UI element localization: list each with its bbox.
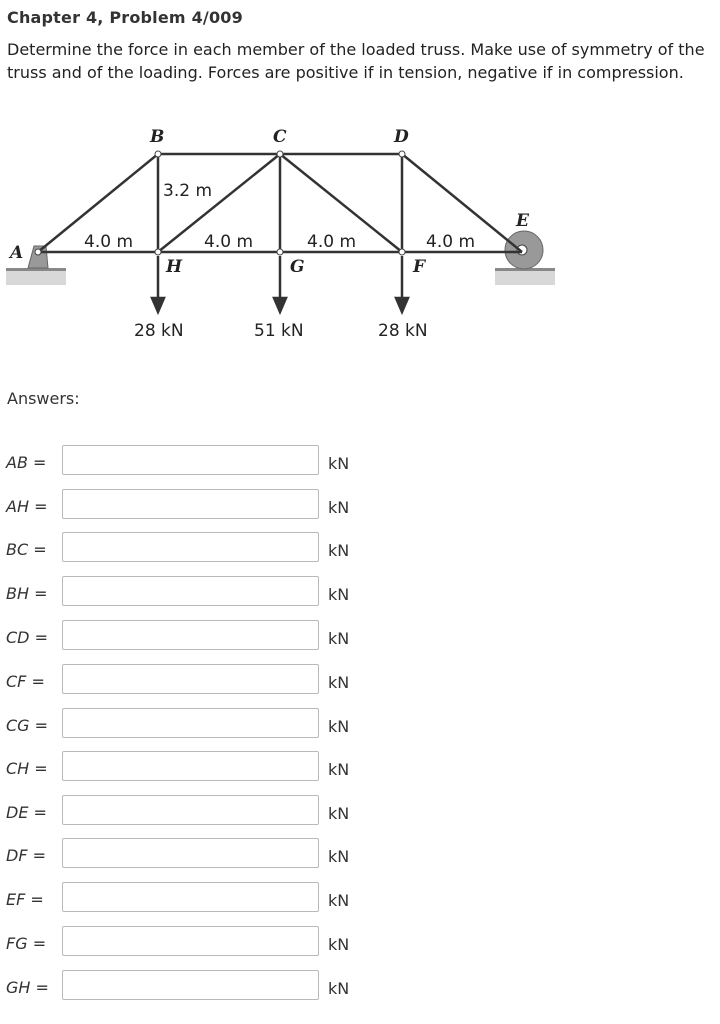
unit-label: kN <box>328 629 350 648</box>
load-label-h: 28 kN <box>134 321 184 341</box>
unit-label: kN <box>328 673 350 692</box>
dim-span-1: 4.0 m <box>84 232 133 252</box>
answer-input-ah[interactable] <box>62 489 319 519</box>
dim-height: 3.2 m <box>163 181 212 201</box>
member-label: BC <box>6 540 29 559</box>
unit-label: kN <box>328 585 350 604</box>
member-label: CH <box>6 759 30 778</box>
answer-input-de[interactable] <box>62 795 319 825</box>
unit-label: kN <box>328 847 350 866</box>
answer-input-bc[interactable] <box>62 532 319 562</box>
answer-input-ab[interactable] <box>62 445 319 475</box>
dim-span-4: 4.0 m <box>426 232 475 252</box>
member-label: AB <box>6 453 28 472</box>
answer-row-bc: BC = kN <box>0 532 380 566</box>
node-label-g: G <box>290 257 305 277</box>
node-label-f: F <box>413 257 426 277</box>
member-label: DE <box>6 803 29 822</box>
answer-row-fg: FG = kN <box>0 926 380 960</box>
answer-input-cd[interactable] <box>62 620 319 650</box>
unit-label: kN <box>328 760 350 779</box>
answer-row-gh: GH = kN <box>0 970 380 1004</box>
problem-title: Chapter 4, Problem 4/009 <box>7 8 243 27</box>
member-label: FG <box>6 934 28 953</box>
node-label-c: C <box>273 127 287 147</box>
answer-input-fg[interactable] <box>62 926 319 956</box>
unit-label: kN <box>328 979 350 998</box>
truss-figure <box>0 122 560 347</box>
unit-label: kN <box>328 498 350 517</box>
answer-row-ah: AH = kN <box>0 489 380 523</box>
answer-row-cf: CF = kN <box>0 664 380 698</box>
node-label-e: E <box>516 211 529 231</box>
member-label: CD <box>6 628 30 647</box>
answer-row-ab: AB = kN <box>0 445 380 479</box>
answer-input-ch[interactable] <box>62 751 319 781</box>
member-label: AH <box>6 497 29 516</box>
answer-input-ef[interactable] <box>62 882 319 912</box>
member-label: DF <box>6 846 28 865</box>
answer-row-ef: EF = kN <box>0 882 380 916</box>
unit-label: kN <box>328 804 350 823</box>
unit-label: kN <box>328 541 350 560</box>
answer-input-cf[interactable] <box>62 664 319 694</box>
answer-row-df: DF = kN <box>0 838 380 872</box>
answer-input-bh[interactable] <box>62 576 319 606</box>
answers-heading: Answers: <box>7 389 80 408</box>
answer-input-gh[interactable] <box>62 970 319 1000</box>
answer-input-df[interactable] <box>62 838 319 868</box>
member-label: CF <box>6 672 27 691</box>
problem-statement: Determine the force in each member of the loaded truss. Make use of symmetry of the truss and of the loading. Forces are positive if in tension, negative if in compression. <box>7 40 705 82</box>
answer-row-ch: CH = kN <box>0 751 380 785</box>
node-label-b: B <box>150 127 165 147</box>
member-label: EF <box>6 890 26 909</box>
answer-row-cd: CD = kN <box>0 620 380 654</box>
load-label-g: 51 kN <box>254 321 304 341</box>
answer-row-de: DE = kN <box>0 795 380 829</box>
member-label: CG <box>6 716 30 735</box>
answer-row-cg: CG = kN <box>0 708 380 742</box>
dim-span-3: 4.0 m <box>307 232 356 252</box>
load-label-f: 28 kN <box>378 321 428 341</box>
unit-label: kN <box>328 935 350 954</box>
node-label-a: A <box>10 243 24 263</box>
member-label: BH <box>6 584 30 603</box>
node-label-h: H <box>166 257 183 277</box>
unit-label: kN <box>328 891 350 910</box>
unit-label: kN <box>328 717 350 736</box>
node-label-d: D <box>394 127 409 147</box>
member-label: GH <box>6 978 31 997</box>
dim-span-2: 4.0 m <box>204 232 253 252</box>
answer-input-cg[interactable] <box>62 708 319 738</box>
unit-label: kN <box>328 454 350 473</box>
answer-row-bh: BH = kN <box>0 576 380 610</box>
